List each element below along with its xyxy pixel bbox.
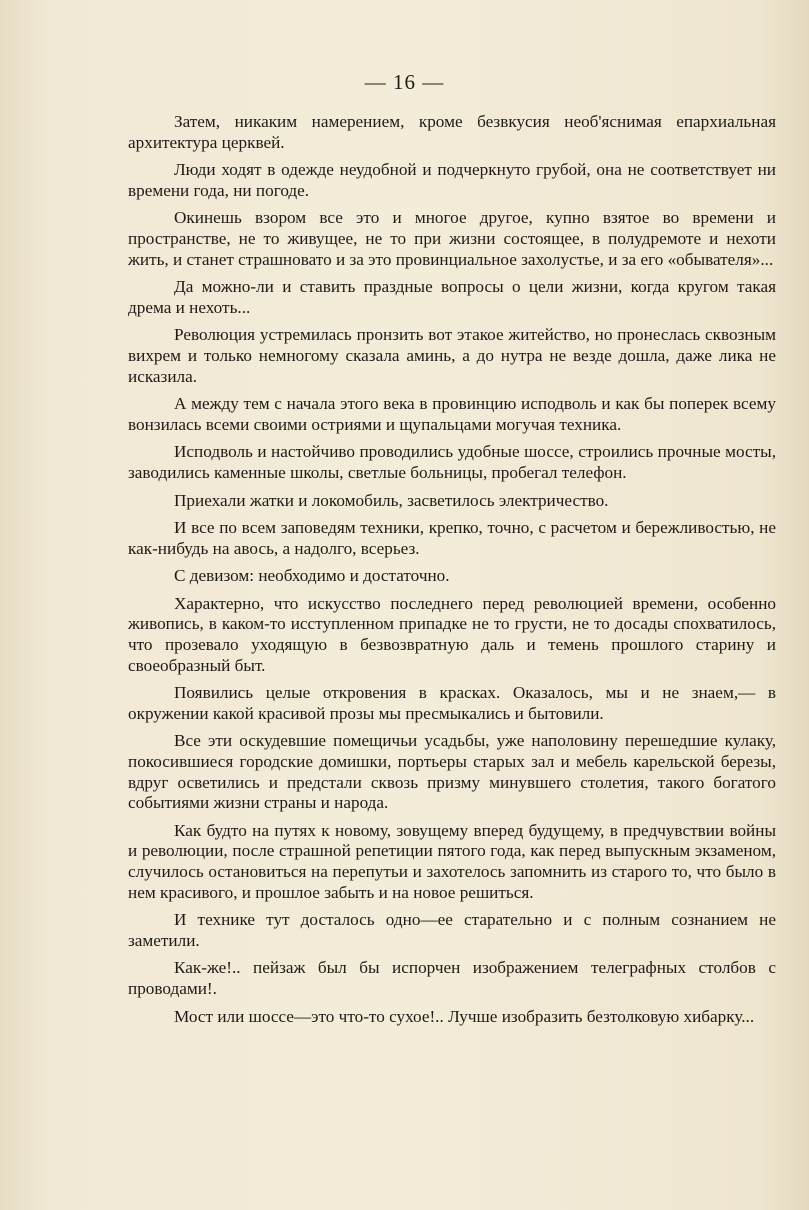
- text-column: [128, 112, 776, 1034]
- paragraph: Исподволь и настойчиво проводились удобные шоссе, строились прочные мосты, заводились каменные школы, светлые больницы, пробегал телефон.: [128, 442, 776, 482]
- paragraph: Окинешь взором все это и многое другое, купно взятое во времени и пространстве, не то живущее, не то при жизни состоящее, в полудремоте и нехоти жить, и станет страшновато и за это провинциальное захолустье, и за его «обывателя»...: [128, 208, 776, 269]
- paragraph: Как будто на путях к новому, зовущему вперед будущему, в предчувствии войны и революции, после страшной репетиции пятого года, как перед выпускным экзаменом, случилось остановиться на перепутьи и захотелось запомнить из старого то, что было в нем красивого, и прошлое забыть и на новое решиться.: [128, 820, 776, 902]
- paragraph: Революция устремилась пронзить вот этакое житейство, но пронеслась сквозным вихрем и только немногому сказала аминь, а до нутра не везде дошла, даже лика не исказила.: [128, 325, 776, 386]
- paragraph: И все по всем заповедям техники, крепко, точно, с расчетом и бережливостью, не как-нибудь на авось, а надолго, всерьез.: [128, 518, 776, 558]
- paragraph: Приехали жатки и локомобиль, засветилось электричество.: [174, 490, 609, 510]
- page-number: — 16 —: [364, 70, 445, 94]
- paragraph: Мост или шоссе—это что-то сухое!.. Лучше изобразить безтолковую хибарку...: [174, 1006, 755, 1026]
- paragraph: Как-же!.. пейзаж был бы испорчен изображением телеграфных столбов с проводами!.: [128, 958, 776, 998]
- paragraph: Затем, никаким намерением, кроме безвкусия необ'яснимая епархиальная архитектура церквей.: [128, 112, 776, 152]
- paragraph: Все эти оскудевшие помещичьи усадьбы, уже наполовину перешедшие кулаку, покосившиеся городские домишки, портьеры старых зал и мебель карельской березы, вдруг осветились и предстали сквозь призму минувшего столетия, такого богатого событиями жизни страны и народа.: [128, 731, 776, 813]
- paragraph: С девизом: необходимо и достаточно.: [174, 566, 450, 586]
- paragraph: Люди ходят в одежде неудобной и подчеркнуто грубой, она не соответствует ни времени года, ни погоде.: [128, 160, 776, 200]
- paragraph: И технике тут досталось одно—ее старательно и с полным сознанием не заметили.: [128, 910, 776, 950]
- paragraph: Появились целые откровения в красках. Оказалось, мы и не знаем,— в окружении какой красивой прозы мы пресмыкались и бытовили.: [128, 683, 776, 723]
- paragraph: А между тем с начала этого века в провинцию исподволь и как бы поперек всему вонзилась всеми своими остриями и щупальцами могучая техника.: [128, 394, 776, 434]
- paragraph: Характерно, что искусство последнего перед революцией времени, особенно живопись, в каком-то исступленном припадке не то грусти, не то досады спохватилось, что прозевало уходящую в безвозвратную даль и темень прошлого старину и своеобразный быт.: [128, 593, 776, 675]
- paragraph: Да можно-ли и ставить праздные вопросы о цели жизни, когда кругом такая дрема и нехоть...: [128, 277, 776, 317]
